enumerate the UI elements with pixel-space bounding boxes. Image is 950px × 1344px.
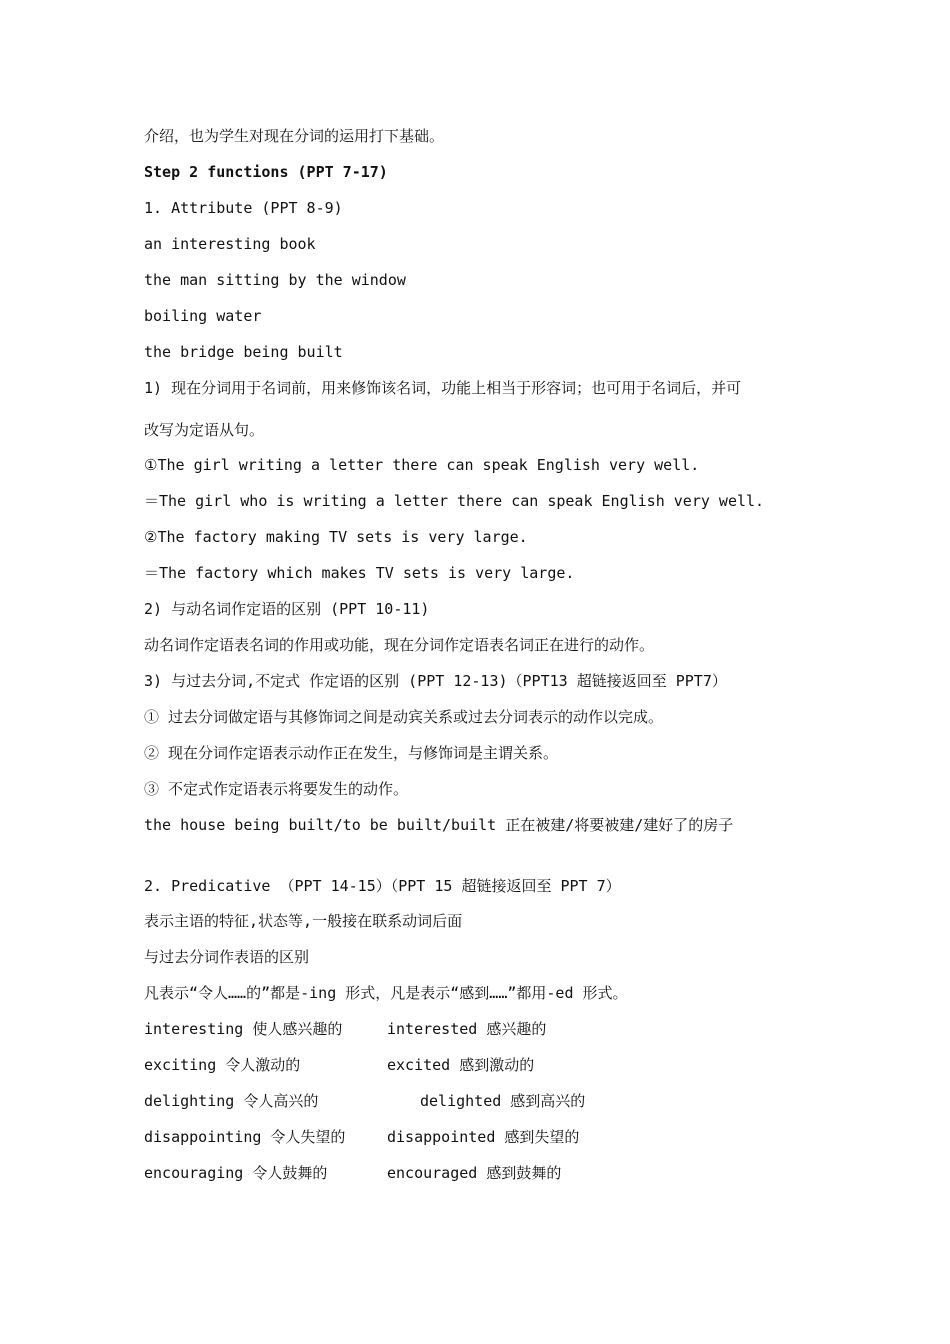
ing-form: interesting 使人感兴趣的 bbox=[144, 1020, 343, 1038]
section1-heading: 1. Attribute (PPT 8-9) bbox=[144, 199, 343, 217]
ing-form: encouraging 令人鼓舞的 bbox=[144, 1164, 328, 1182]
point2-text: 动名词作定语表名词的作用或功能，现在分词作定语表名词正在进行的动作。 bbox=[144, 636, 655, 654]
ed-form: encouraged 感到鼓舞的 bbox=[387, 1164, 562, 1182]
section2-diff: 与过去分词作表语的区别 bbox=[144, 948, 310, 966]
point3-item: ② 现在分词作定语表示动作正在发生，与修饰词是主谓关系。 bbox=[144, 744, 559, 762]
section2-desc: 表示主语的特征,状态等,一般接在联系动词后面 bbox=[144, 912, 463, 930]
section2-rule: 凡表示“令人……的”都是-ing 形式，凡是表示“感到……”都用-ed 形式。 bbox=[144, 984, 628, 1002]
sentence-line: ①The girl writing a letter there can speak English very well. bbox=[144, 456, 700, 474]
adjective-pair-row bbox=[144, 1163, 562, 1183]
intro-line: 介绍，也为学生对现在分词的运用打下基础。 bbox=[144, 127, 445, 145]
ing-form: disappointing 令人失望的 bbox=[144, 1128, 346, 1146]
section2-heading: 2. Predicative （PPT 14-15）（PPT 15 超链接返回至 PPT 7） bbox=[144, 877, 621, 895]
adjective-pair-row bbox=[144, 1055, 535, 1075]
house-example: the house being built/to be built/built 正在被建/将要被建/建好了的房子 bbox=[144, 816, 734, 834]
point2-line: 2) 与动名词作定语的区别 (PPT 10-11) bbox=[144, 600, 430, 618]
ing-form: delighting 令人高兴的 bbox=[144, 1092, 319, 1110]
ed-form: delighted 感到高兴的 bbox=[420, 1092, 586, 1110]
example-line: the man sitting by the window bbox=[144, 271, 406, 289]
point3-item: ③ 不定式作定语表示将要发生的动作。 bbox=[144, 780, 409, 798]
sentence-line: ②The factory making TV sets is very large. bbox=[144, 528, 528, 546]
ed-form: interested 感兴趣的 bbox=[387, 1020, 547, 1038]
sentence-line: ＝The girl who is writing a letter there can speak English very well. bbox=[144, 492, 765, 510]
ed-form: excited 感到激动的 bbox=[387, 1056, 535, 1074]
example-line: an interesting book bbox=[144, 235, 316, 253]
adjective-pair-row bbox=[144, 1091, 586, 1111]
point3-item: ① 过去分词做定语与其修饰词之间是动宾关系或过去分词表示的动作以完成。 bbox=[144, 708, 664, 726]
ed-form: disappointed 感到失望的 bbox=[387, 1128, 580, 1146]
adjective-pair-row bbox=[144, 1127, 580, 1147]
example-line: boiling water bbox=[144, 307, 262, 325]
adjective-pair-row bbox=[144, 1019, 547, 1039]
example-line: the bridge being built bbox=[144, 343, 343, 361]
step2-heading: Step 2 functions (PPT 7-17) bbox=[144, 163, 388, 181]
point1-line1: 1) 现在分词用于名词前，用来修饰该名词，功能上相当于形容词；也可用于名词后，并可 bbox=[144, 379, 742, 397]
sentence-line: ＝The factory which makes TV sets is very large. bbox=[144, 564, 575, 582]
ing-form: exciting 令人激动的 bbox=[144, 1056, 301, 1074]
point3-line: 3) 与过去分词,不定式 作定语的区别 (PPT 12-13)（PPT13 超链接返回至 PPT7） bbox=[144, 672, 727, 690]
point1-line2: 改写为定语从句。 bbox=[144, 421, 265, 439]
